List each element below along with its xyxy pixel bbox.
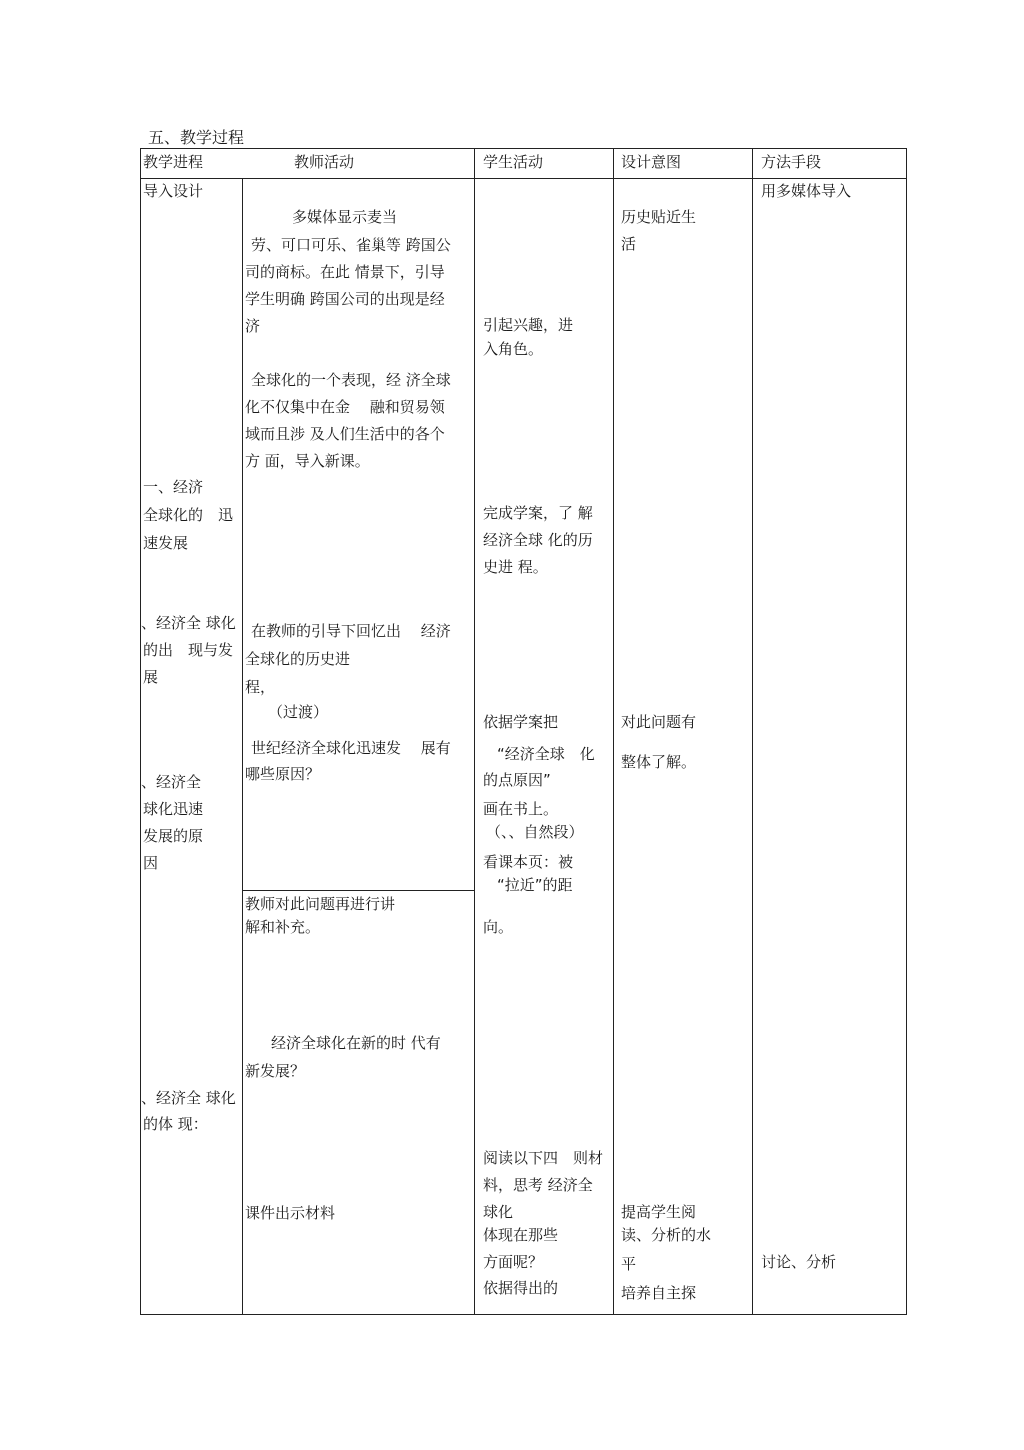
table-right-border <box>906 148 907 1315</box>
process-line: 速发展 <box>143 534 189 552</box>
student-line: 料，思考 经济全 <box>483 1176 593 1194</box>
header-intent: 设计意图 <box>621 153 682 171</box>
student-line: 依据得出的 <box>483 1279 559 1297</box>
intent-line: 对此问题有 <box>621 713 697 731</box>
student-line: 入角色。 <box>483 340 544 358</box>
header-method: 方法手段 <box>761 153 822 171</box>
teacher-line: 哪些原因？ <box>245 765 321 783</box>
teacher-line: 方 面，导入新课。 <box>245 452 370 470</box>
method-multimedia: 用多媒体导入 <box>761 182 852 200</box>
process-line: 球化迅速 <box>143 800 204 818</box>
column-divider-3 <box>613 148 614 1315</box>
teacher-courseware: 课件出示材料 <box>245 1204 336 1222</box>
teacher-line: 学生明确 跨国公司的出现是经 <box>245 290 445 308</box>
table-header-border <box>140 178 907 179</box>
process-line: 全球化的 迅 <box>143 506 234 524</box>
student-line: 向。 <box>483 918 514 936</box>
column-divider-2 <box>474 148 475 1315</box>
student-line: 经济全球 化的历 <box>483 531 593 549</box>
student-line: 看课本页：被 <box>483 853 574 871</box>
teacher-line: 多媒体显示麦当 <box>292 208 398 226</box>
teacher-transition: （过渡） <box>268 703 329 721</box>
column-divider-1 <box>242 178 243 1315</box>
teacher-line: 劳、可口可乐、雀巢等 跨国公 <box>251 236 451 254</box>
intent-line: 读、分析的水 <box>621 1226 712 1244</box>
student-line: 方面呢？ <box>483 1253 544 1271</box>
intent-line: 培养自主探 <box>621 1284 697 1302</box>
intent-line: 活 <box>621 235 637 253</box>
student-line: 体现在那些 <box>483 1226 559 1244</box>
teacher-line: 域而且涉 及人们生活中的各个 <box>245 425 445 443</box>
teacher-line: 程， <box>245 678 276 696</box>
teacher-line: 济 <box>245 317 261 335</box>
process-intro: 导入设计 <box>143 182 204 200</box>
header-process: 教学进程 <box>143 153 204 171</box>
method-discussion: 讨论、分析 <box>761 1253 837 1271</box>
section-title: 五、教学过程 <box>148 128 245 147</box>
teacher-line: 全球化的一个表现，经 济全球 <box>251 371 451 389</box>
teacher-line: 新发展？ <box>245 1062 306 1080</box>
process-line: 的出 现与发 <box>143 641 234 659</box>
intent-line: 提高学生阅 <box>621 1203 697 1221</box>
process-line: 因 <box>143 854 159 872</box>
teacher-line: 化不仅集中在金 融和贸易领 <box>245 398 445 416</box>
header-teacher: 教师活动 <box>294 153 355 171</box>
teacher-line: 全球化的历史进 <box>245 650 351 668</box>
student-line: 球化 <box>483 1203 514 1221</box>
teacher-line: 司的商标。在此 情景下，引导 <box>245 263 445 281</box>
student-line: 画在书上。 <box>483 800 559 818</box>
column-divider-4 <box>752 148 753 1315</box>
table-left-border <box>140 148 141 1315</box>
teacher-line: 经济全球化在新的时 代有 <box>271 1034 441 1052</box>
teacher-line: 在教师的引导下回忆出 经济 <box>251 622 451 640</box>
student-line: 史进 程。 <box>483 558 548 576</box>
process-line: 、经济全 球化 <box>141 614 236 632</box>
process-line: 发展的原 <box>143 827 204 845</box>
student-line: 的点原因” <box>483 771 551 789</box>
student-line: （、、自然段） <box>486 823 584 841</box>
teacher-line: 解和补充。 <box>245 918 321 936</box>
table-bottom-border <box>140 1314 907 1315</box>
table-top-border <box>140 148 907 149</box>
process-line: 的体 现： <box>143 1115 208 1133</box>
header-student: 学生活动 <box>483 153 544 171</box>
teacher-line: 世纪经济全球化迅速发 展有 <box>251 739 451 757</box>
student-line: “经济全球 化 <box>497 745 595 763</box>
student-line: 完成学案，了 解 <box>483 504 593 522</box>
student-line: 引起兴趣，进 <box>483 316 574 334</box>
intent-line: 平 <box>621 1255 637 1273</box>
teacher-cell-divider <box>242 890 474 891</box>
intent-line: 历史贴近生 <box>621 208 697 226</box>
student-line: 依据学案把 <box>483 713 559 731</box>
process-line: 、经济全 <box>141 773 202 791</box>
teacher-line: 教师对此问题再进行讲 <box>245 895 396 913</box>
process-line: 展 <box>143 668 159 686</box>
process-line: 一、经济 <box>143 478 204 496</box>
student-line: 阅读以下四 则材 <box>483 1149 604 1167</box>
process-line: 、经济全 球化 <box>141 1089 236 1107</box>
intent-line: 整体了解。 <box>621 753 697 771</box>
student-line: “拉近”的距 <box>497 876 573 894</box>
